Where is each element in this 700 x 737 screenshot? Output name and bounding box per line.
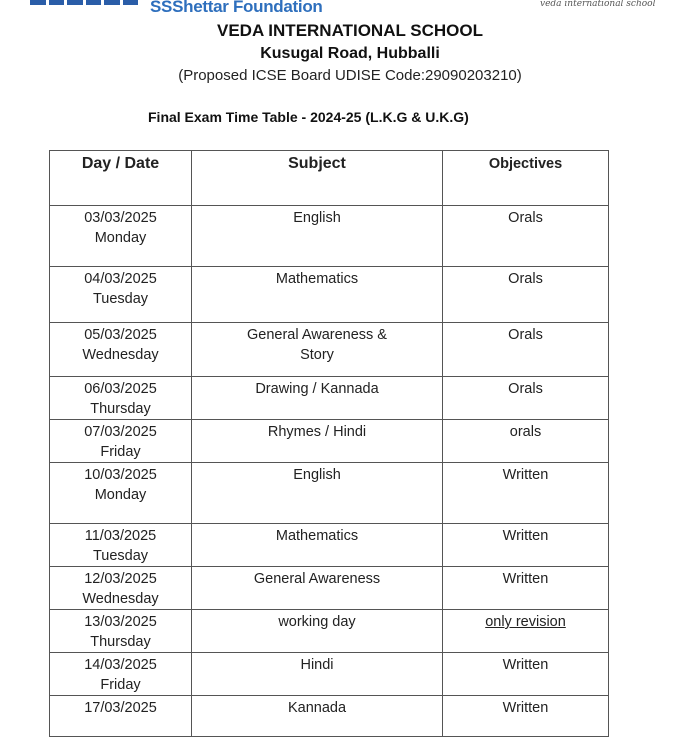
day-text: Wednesday (82, 591, 159, 607)
objective-text: only revision (485, 614, 566, 630)
table-row (50, 377, 609, 420)
objective-text: Written (502, 528, 549, 544)
header-objectives: Objectives (443, 151, 609, 206)
day-date-cell (50, 420, 192, 463)
subject-cell (192, 377, 443, 420)
objective-cell (443, 610, 609, 653)
subject-cell (192, 206, 443, 267)
objective-text: Orals (508, 327, 543, 343)
day-date-cell (50, 206, 192, 267)
school-logo (30, 0, 138, 5)
day-text: Wednesday (82, 347, 159, 363)
table-row (50, 653, 609, 696)
objective-text: Written (502, 700, 549, 716)
foundation-name: SSShettar Foundation (150, 0, 323, 16)
table-row (50, 524, 609, 567)
date-text: 17/03/2025 (84, 700, 157, 716)
table-row (50, 323, 609, 377)
day-date-cell (50, 567, 192, 610)
subject-cell (192, 267, 443, 323)
school-name: VEDA INTERNATIONAL SCHOOL (216, 21, 484, 40)
date-text: 05/03/2025 (84, 327, 157, 343)
subject-cell (192, 323, 443, 377)
day-date-cell (50, 323, 192, 377)
date-text: 06/03/2025 (84, 381, 157, 397)
day-text: Friday (100, 677, 141, 693)
subject-cell (192, 696, 443, 737)
subject-cell (192, 653, 443, 696)
objective-cell (443, 653, 609, 696)
objective-text: Orals (508, 381, 543, 397)
objective-cell (443, 206, 609, 267)
objective-cell (443, 377, 609, 420)
date-text: 13/03/2025 (84, 614, 157, 630)
exam-timetable (49, 150, 609, 737)
date-text: 10/03/2025 (84, 467, 157, 483)
table-row (50, 610, 609, 653)
subject-cell (192, 463, 443, 524)
table-row (50, 696, 609, 737)
day-text: Monday (94, 230, 147, 246)
subject-text: Hindi (300, 657, 334, 673)
day-date-cell (50, 524, 192, 567)
objective-cell (443, 567, 609, 610)
day-text: Monday (94, 487, 147, 503)
date-text: 04/03/2025 (84, 271, 157, 287)
table-row (50, 267, 609, 323)
school-watermark: veda international school (540, 0, 656, 9)
day-text: Tuesday (92, 548, 149, 564)
subject-text: General Awareness & (247, 327, 387, 343)
subject-text: Mathematics (275, 271, 359, 287)
objective-cell (443, 323, 609, 377)
subject-cell (192, 567, 443, 610)
day-date-cell (50, 653, 192, 696)
day-date-cell (50, 267, 192, 323)
objective-cell (443, 267, 609, 323)
day-date-cell (50, 463, 192, 524)
subject-cell (192, 610, 443, 653)
table-row (50, 567, 609, 610)
day-text: Thursday (90, 634, 151, 650)
udise-code: (Proposed ICSE Board UDISE Code:29090203210) (178, 67, 522, 84)
day-text: Friday (100, 444, 141, 460)
subject-text: Kannada (287, 700, 347, 716)
objective-text: Orals (508, 271, 543, 287)
subject-text-line2: Story (300, 347, 334, 363)
subject-text: General Awareness (253, 571, 381, 587)
subject-text: English (293, 467, 341, 483)
day-text: Tuesday (92, 291, 149, 307)
subject-cell (192, 420, 443, 463)
exam-title: Final Exam Time Table - 2024-25 (L.K.G & U.K.G) (148, 109, 469, 125)
school-address: Kusugal Road, Hubballi (260, 45, 440, 62)
date-text: 07/03/2025 (84, 424, 157, 440)
subject-text: Drawing / Kannada (255, 381, 379, 397)
date-text: 12/03/2025 (84, 571, 157, 587)
subject-cell (192, 524, 443, 567)
day-date-cell (50, 696, 192, 737)
timetable-body (50, 206, 609, 737)
table-row (50, 420, 609, 463)
day-date-cell (50, 610, 192, 653)
date-text: 03/03/2025 (84, 210, 157, 226)
date-text: 14/03/2025 (84, 657, 157, 673)
objective-text: Written (502, 467, 549, 483)
objective-cell (443, 420, 609, 463)
objective-text: Orals (508, 210, 543, 226)
day-text: Thursday (90, 401, 151, 417)
header-subject: Subject (192, 151, 443, 206)
objective-text: orals (509, 424, 542, 440)
subject-text: Mathematics (275, 528, 359, 544)
table-row (50, 463, 609, 524)
subject-text: English (293, 210, 341, 226)
objective-cell (443, 463, 609, 524)
table-row (50, 206, 609, 267)
objective-cell (443, 524, 609, 567)
objective-text: Written (502, 571, 549, 587)
day-date-cell (50, 377, 192, 420)
subject-text: working day (278, 614, 356, 630)
objective-cell (443, 696, 609, 737)
objective-text: Written (502, 657, 549, 673)
subject-text: Rhymes / Hindi (267, 424, 367, 440)
date-text: 11/03/2025 (84, 528, 157, 544)
header-day-date: Day / Date (50, 151, 192, 206)
